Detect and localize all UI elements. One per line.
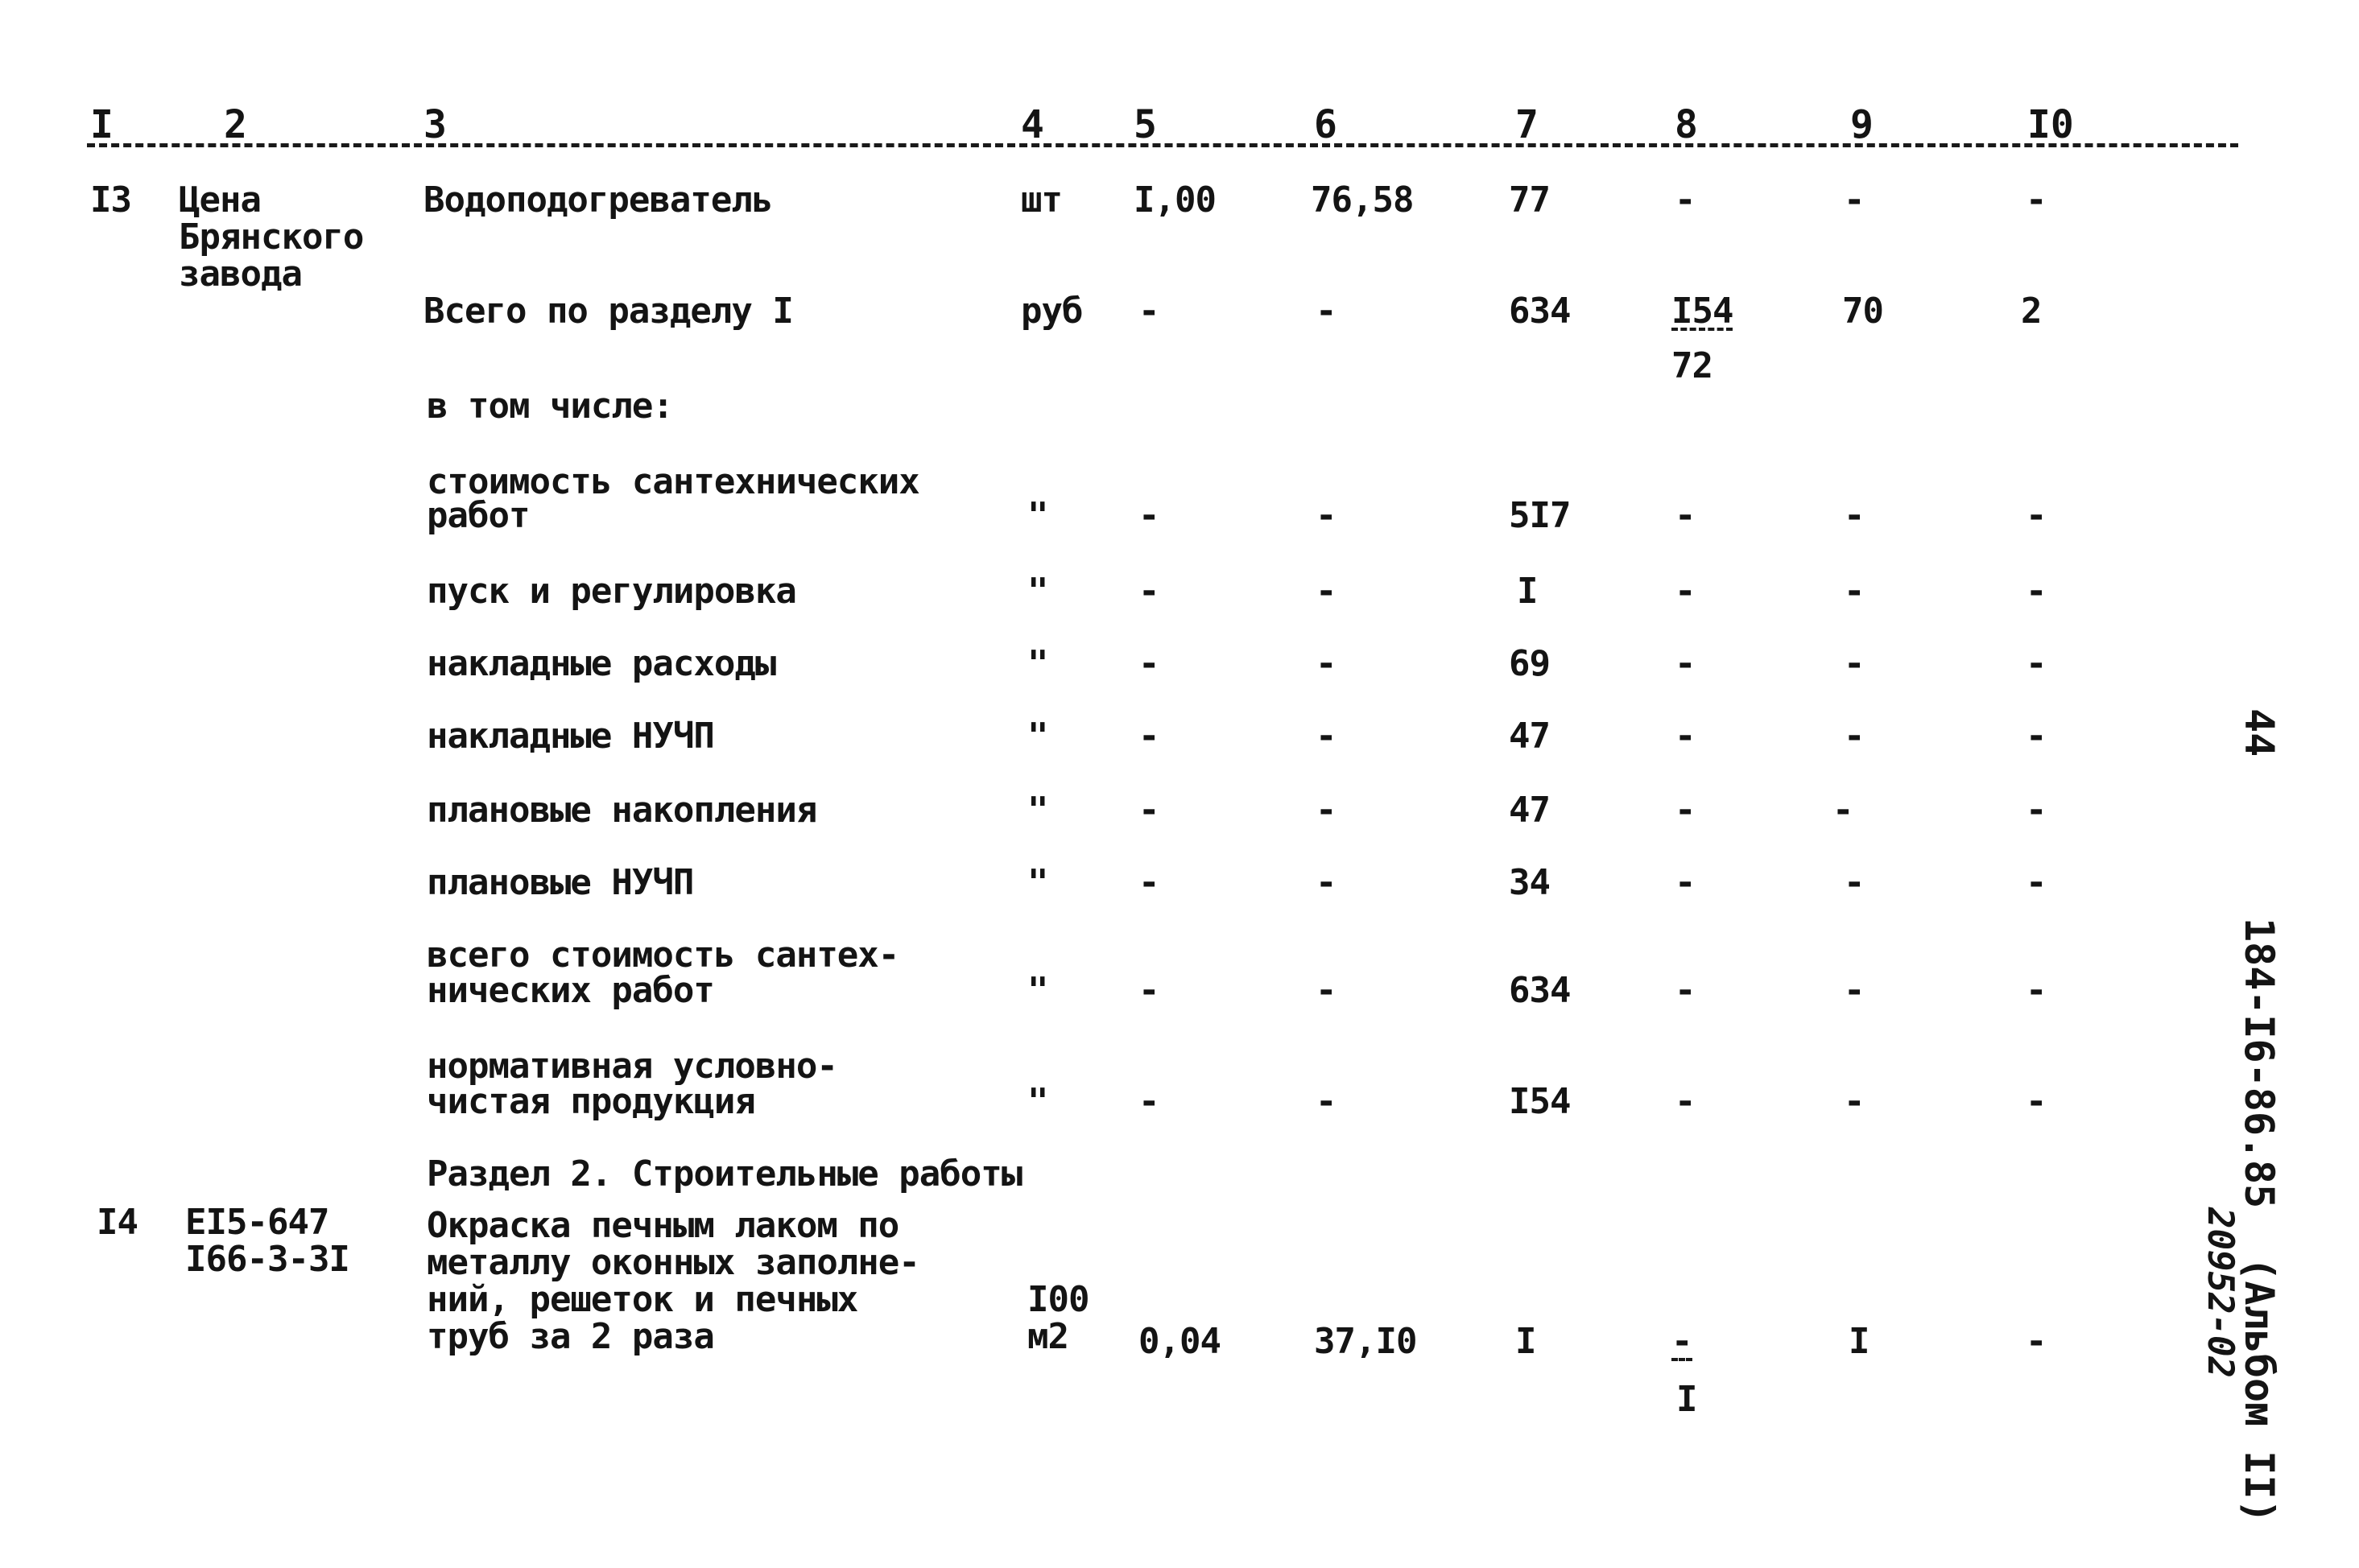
price-cell: - (1316, 970, 1336, 1011)
total-cell: I (1517, 571, 1538, 612)
item-name: ний, решеток и печных (427, 1279, 858, 1320)
col8-cell: - (1675, 970, 1696, 1011)
item-name: накладные НУЧП (427, 716, 714, 757)
row-number: I4 (97, 1202, 138, 1243)
col10-cell: - (2026, 495, 2047, 536)
qty-cell: - (1138, 495, 1159, 536)
col-header-10: I0 (2027, 102, 2074, 147)
item-name: стоимость сантехнических (427, 461, 919, 502)
basis-line: ЕI5-647 (185, 1202, 329, 1243)
unit-cell: шт (1021, 179, 1062, 221)
col-header-2: 2 (224, 102, 247, 147)
item-name: пуск и регулировка (427, 571, 796, 612)
col8-cell: - (1675, 862, 1696, 903)
price-cell: - (1316, 495, 1336, 536)
item-name: накладные расходы (427, 643, 776, 684)
col-header-8: 8 (1675, 102, 1698, 147)
unit-cell: руб (1021, 291, 1083, 332)
basis-line: I66-3-3I (185, 1239, 349, 1280)
total-cell: 69 (1509, 643, 1550, 684)
price-cell: - (1316, 291, 1336, 332)
col8-cell-bottom: I (1676, 1379, 1697, 1420)
total-cell: 5I7 (1509, 495, 1571, 536)
col10-cell: - (2026, 179, 2047, 221)
unit-cell: " (1027, 495, 1048, 536)
unit-cell: " (1027, 970, 1048, 1011)
item-name: в том числе: (427, 386, 673, 427)
document-code: 184-I6-86.85 (Альбом II) (2236, 918, 2283, 1524)
col9-cell: - (1844, 179, 1865, 221)
col8-cell: - (1675, 495, 1696, 536)
total-cell: I54 (1509, 1081, 1571, 1122)
item-name: нических работ (427, 970, 714, 1011)
row-number: I3 (90, 179, 131, 221)
item-name: Окраска печным лаком по (427, 1205, 899, 1246)
qty-cell: - (1138, 716, 1159, 757)
col8-cell: - (1675, 643, 1696, 684)
price-cell: - (1316, 1081, 1336, 1122)
item-name: Всего по разделу I (423, 291, 793, 332)
total-cell: 47 (1509, 716, 1550, 757)
unit-cell: " (1027, 643, 1048, 684)
col8-cell: - (1675, 571, 1696, 612)
col10-cell: - (2026, 970, 2047, 1011)
price-cell: - (1316, 643, 1336, 684)
col8-cell-bottom: 72 (1671, 345, 1712, 386)
col8-cell: - (1675, 179, 1696, 221)
col9-cell: I (1849, 1321, 1869, 1362)
col10-cell: - (2026, 1321, 2047, 1362)
item-name: труб за 2 раза (427, 1316, 714, 1357)
total-cell: 634 (1509, 291, 1571, 332)
col9-cell: - (1844, 571, 1865, 612)
unit-cell: " (1027, 1081, 1048, 1122)
item-name: работ (427, 495, 530, 536)
price-cell: - (1316, 716, 1336, 757)
col10-cell: 2 (2021, 291, 2042, 332)
item-name: чистая продукция (427, 1081, 755, 1122)
qty-cell: - (1138, 862, 1159, 903)
archive-code: 20952-02 (2200, 1207, 2241, 1378)
header-rule (87, 143, 2238, 147)
col8-fraction-numerator: - (1671, 1321, 1692, 1362)
col-header-6: 6 (1314, 102, 1337, 147)
col10-cell: - (2026, 1081, 2047, 1122)
qty-cell: 0,04 (1138, 1321, 1221, 1362)
col9-cell: - (1844, 495, 1865, 536)
col10-cell: - (2026, 716, 2047, 757)
section-heading: Раздел 2. Строительные работы (427, 1153, 1023, 1195)
basis-line: Цена (179, 179, 261, 221)
total-cell: 634 (1509, 970, 1571, 1011)
unit-cell: " (1027, 790, 1048, 831)
item-name: плановые накопления (427, 790, 817, 831)
qty-cell: - (1138, 571, 1159, 612)
col9-cell: - (1844, 716, 1865, 757)
price-cell: 37,I0 (1314, 1321, 1417, 1362)
col-header-3: 3 (423, 102, 447, 147)
col-header-4: 4 (1021, 102, 1044, 147)
price-cell: - (1316, 862, 1336, 903)
col10-cell: - (2026, 790, 2047, 831)
basis-line: Брянского (179, 217, 364, 258)
unit-cell: " (1027, 862, 1048, 903)
basis-line: завода (179, 254, 302, 295)
item-name: всего стоимость сантех- (427, 935, 899, 976)
col10-cell: - (2026, 862, 2047, 903)
col8-cell: - (1675, 716, 1696, 757)
col9-cell: - (1844, 970, 1865, 1011)
col8-cell: - (1675, 790, 1696, 831)
total-cell: 77 (1509, 179, 1550, 221)
col-header-5: 5 (1134, 102, 1157, 147)
col9-cell: - (1844, 862, 1865, 903)
col9-cell: - (1844, 1081, 1865, 1122)
price-cell: - (1316, 571, 1336, 612)
qty-cell: - (1138, 1081, 1159, 1122)
col8-cell-top (1671, 293, 1733, 331)
item-name: Водоподогреватель (423, 179, 773, 221)
item-name: нормативная условно- (427, 1046, 837, 1087)
price-cell: - (1316, 790, 1336, 831)
total-cell: I (1515, 1321, 1536, 1362)
col10-cell: - (2026, 571, 2047, 612)
qty-cell: - (1138, 291, 1159, 332)
col-header-1: I (90, 102, 114, 147)
price-cell: 76,58 (1311, 179, 1414, 221)
unit-cell: " (1027, 716, 1048, 757)
page-number: 44 (2236, 708, 2283, 757)
col-header-9: 9 (1850, 102, 1874, 147)
qty-cell: I,00 (1134, 179, 1216, 221)
col9-cell: - (1832, 790, 1853, 831)
unit-cell: I00 м2 (1027, 1279, 1089, 1357)
unit-cell: " (1027, 571, 1048, 612)
col-header-7: 7 (1515, 102, 1539, 147)
col8-fraction-numerator: I54 (1671, 291, 1733, 332)
item-name: металлу оконных заполне- (427, 1242, 919, 1283)
qty-cell: - (1138, 643, 1159, 684)
col9-cell: 70 (1842, 291, 1883, 332)
qty-cell: - (1138, 970, 1159, 1011)
qty-cell: - (1138, 790, 1159, 831)
col8-cell: - (1675, 1081, 1696, 1122)
col10-cell: - (2026, 643, 2047, 684)
col8-cell-top (1671, 1323, 1692, 1361)
total-cell: 34 (1509, 862, 1550, 903)
total-cell: 47 (1509, 790, 1550, 831)
item-name: плановые НУЧП (427, 862, 694, 903)
col9-cell: - (1844, 643, 1865, 684)
